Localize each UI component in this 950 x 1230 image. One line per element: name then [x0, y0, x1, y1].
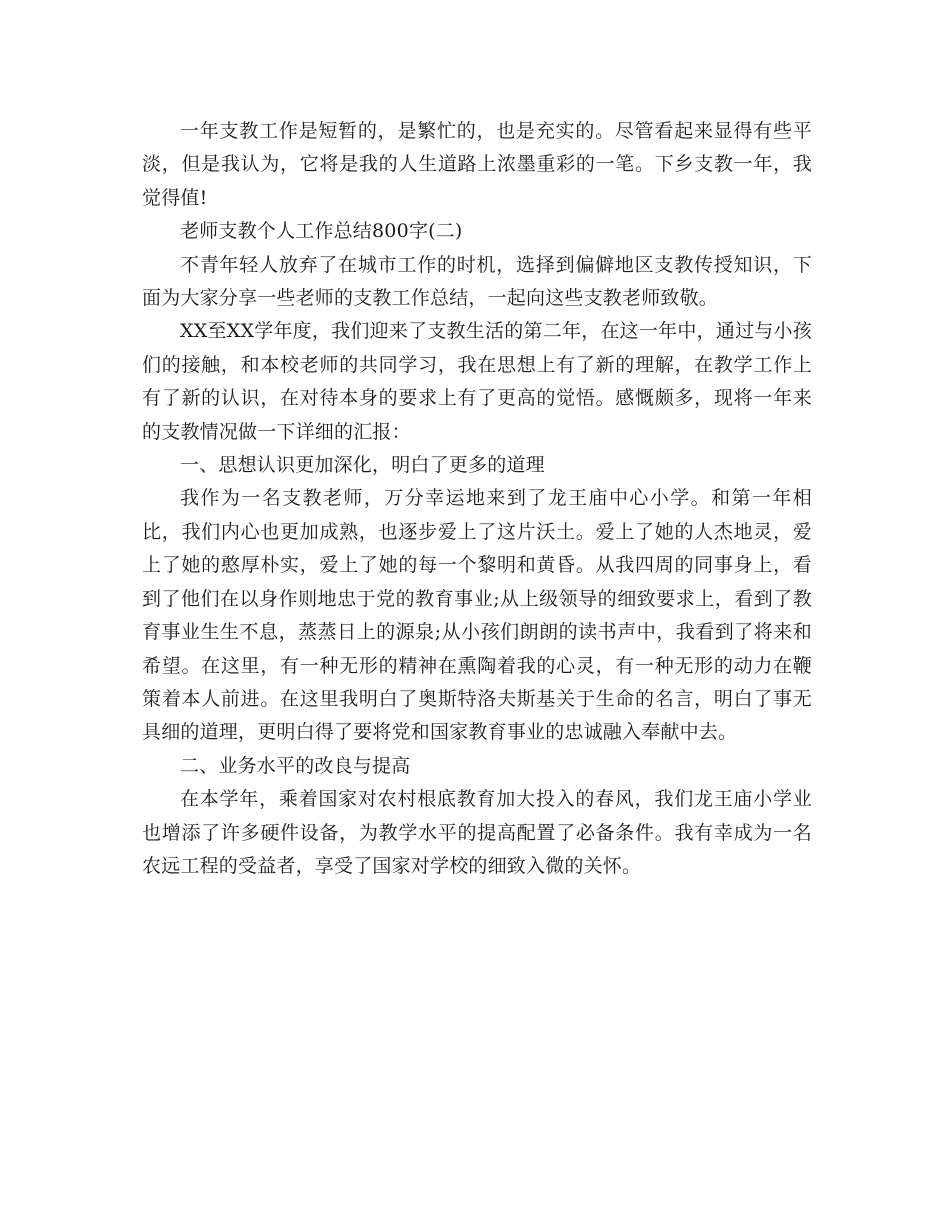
paragraph-part-one: 我作为一名支教老师，万分幸运地来到了龙王庙中心小学。和第一年相比，我们内心也更加成熟，也逐步爱上了这片沃土。爱上了她的人杰地灵，爱上了她的憨厚朴实，爱上了她的每一个黎明和黄昏。从我四周的同事身上，看到了他们在以身作则地忠于党的教育事业;从上级领导的细致要求上，看到了教育事业生生不息，蒸蒸日上的源泉;从小孩们朗朗的读书声中，我看到了将来和希望。在这里，有一种无形的精神在熏陶着我的心灵，有一种无形的动力在鞭策着本人前进。在这里我明白了奥斯特洛夫斯基关于生命的名言，明白了事无具细的道理，更明白得了要将党和国家教育事业的忠诚融入奉献中去。 [142, 487, 812, 744]
heading-part-two: 二、业务水平的改良与提高 [180, 754, 411, 777]
heading-part-one: 一、思想认识更加深化，明白了更多的道理 [180, 454, 545, 477]
paragraph-intro: 不青年轻人放弃了在城市工作的时机，选择到偏僻地区支教传授知识，下面为大家分享一些老师的支教工作总结，一起向这些支教老师致敬。 [142, 253, 812, 310]
paragraph-conclusion: 一年支教工作是短暂的，是繁忙的，也是充实的。尽管看起来显得有些平淡，但是我认为，它将是我的人生道路上浓墨重彩的一笔。下乡支教一年，我觉得值! [142, 120, 812, 209]
section-title: 老师支教个人工作总结800字(二) [180, 220, 463, 243]
paragraph-part-two: 在本学年，乘着国家对农村根底教育加大投入的春风，我们龙王庙小学业也增添了许多硬件设备，为教学水平的提高配置了必备条件。我有幸成为一名农远工程的受益者，享受了国家对学校的细致入微的关怀。 [142, 788, 812, 877]
paragraph-overview: XX至XX学年度，我们迎来了支教生活的第二年，在这一年中，通过与小孩们的接触，和本校老师的共同学习，我在思想上有了新的理解，在教学工作上有了新的认识，在对待本身的要求上有了更高的觉悟。感慨颇多，现将一年来的支教情况做一下详细的汇报： [142, 320, 812, 443]
document-body [142, 115, 812, 883]
